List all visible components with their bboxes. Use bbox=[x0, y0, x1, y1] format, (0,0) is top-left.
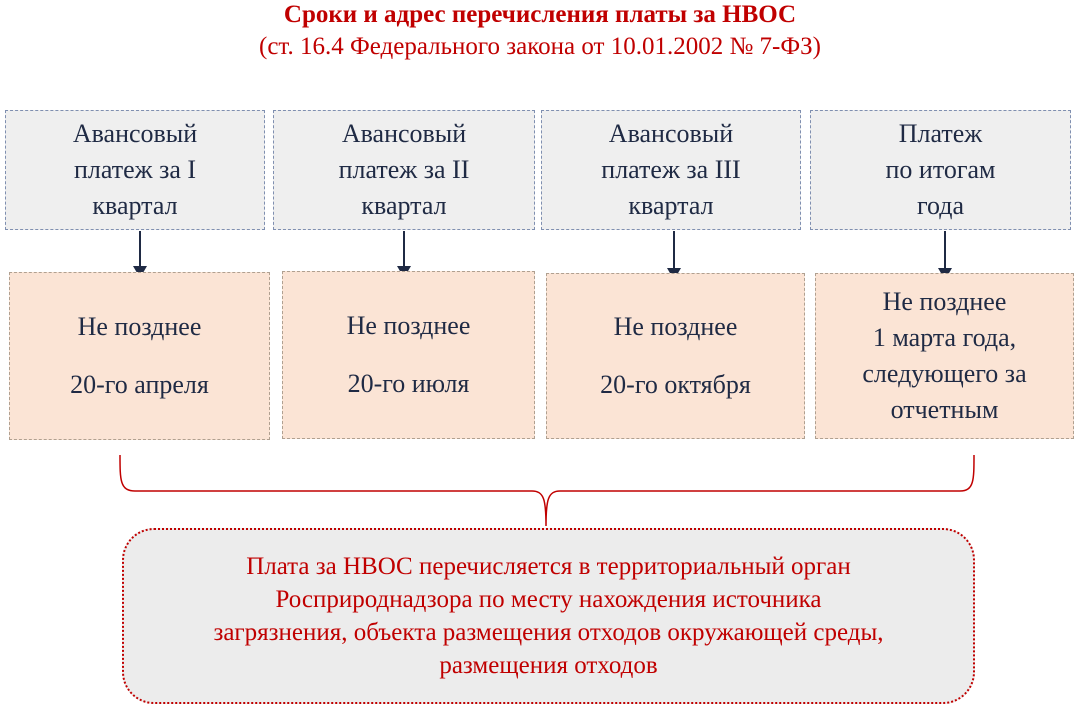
period-label-line: квартал bbox=[628, 191, 714, 220]
period-label-line: квартал bbox=[92, 191, 178, 220]
diagram-title: Сроки и адрес перечисления платы за НВОС bbox=[283, 1, 797, 28]
deadline-line: Не позднее bbox=[882, 287, 1007, 316]
payment-address-note bbox=[122, 528, 975, 704]
deadline-line: Не позднее bbox=[346, 311, 471, 340]
deadline-line: 20-го июля bbox=[347, 369, 470, 398]
period-label-line: Авансовый bbox=[72, 119, 198, 148]
note-line: Плата за НВОС перечисляется в территориальный орган bbox=[246, 553, 851, 580]
note-line: размещения отходов bbox=[439, 652, 658, 679]
period-label-line: квартал bbox=[361, 191, 447, 220]
deadline-line: Не позднее bbox=[77, 312, 202, 341]
diagram-subtitle: (ст. 16.4 Федерального закона от 10.01.2002 № 7-ФЗ) bbox=[259, 33, 821, 60]
period-label-line: платеж за III bbox=[601, 155, 741, 184]
period-label-line: года bbox=[916, 191, 965, 220]
deadline-line: 1 марта года, bbox=[872, 323, 1017, 352]
period-label-line: платеж за II bbox=[338, 155, 470, 184]
deadline-line: отчетным bbox=[890, 395, 999, 424]
deadline-line: следующего за bbox=[862, 359, 1027, 388]
deadline-line: 20-го октября bbox=[600, 370, 751, 399]
note-line: Росприроднадзора по месту нахождения источника bbox=[275, 586, 822, 613]
period-label-line: Авансовый bbox=[608, 119, 734, 148]
period-label-line: по итогам bbox=[885, 155, 996, 184]
period-label-line: платеж за I bbox=[73, 155, 197, 184]
deadline-line: 20-го апреля bbox=[70, 370, 209, 399]
deadline-line: Не позднее bbox=[613, 312, 738, 341]
brace-path bbox=[120, 455, 974, 526]
note-line: загрязнения, объекта размещения отходов окружающей среды, bbox=[213, 619, 884, 646]
period-label-line: Платеж bbox=[898, 119, 983, 148]
period-label-line: Авансовый bbox=[341, 119, 467, 148]
